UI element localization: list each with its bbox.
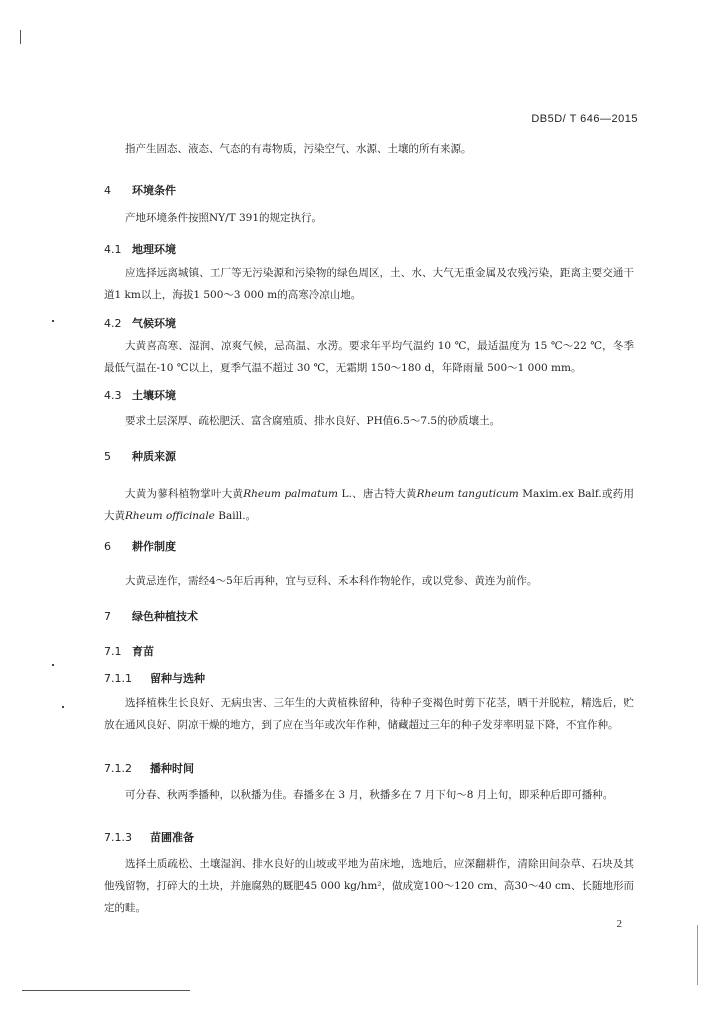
paragraph-environment-conditions: 产地环境条件按照NY/T 391的规定执行。: [125, 212, 323, 224]
paragraph-seed-selection: 选择植株生长良好、无病虫害、三年生的大黄植株留种，待种子变褐色时剪下花茎，晒干并脱粒，精选后，贮放在通风良好、阴凉干燥的地方，到了应在当年或次年作种，储藏超过三年的种子发芽率明显下降，不宜作种。: [104, 697, 634, 731]
section-heading-4-3: 4.3 土壤环境: [104, 389, 176, 402]
scan-edge-mark: [697, 925, 698, 985]
paragraph-geography: 应选择远离城镇、工厂等无污染源和污染物的绿色周区，土、水、大气无重金属及农残污染，距离主要交通干道1 km以上，海拔1 500～3 000 m的高寒冷凉山地。: [104, 267, 634, 301]
section-heading-7-1-3: 7.1.3 苗圃准备: [104, 831, 194, 844]
paragraph-climate: 大黄喜高寒、湿润、凉爽气候，忌高温、水涝。要求年平均气温约 10 ℃，最适温度为 15 ℃～22 ℃，冬季最低气温在-10 ℃以上，夏季气温不超过 30 ℃，无霜期 150～180 d，年降雨量 500～1 000 mm。: [104, 340, 634, 374]
page-number: 2: [616, 918, 622, 930]
section-heading-5: 5 种质来源: [104, 450, 176, 463]
scan-edge-mark: [20, 30, 21, 44]
paragraph-germplasm: 大黄为蓼科植物掌叶大黄Rheum palmatum L.、唐古特大黄Rheum tanguticum Maxim.ex Balf.或药用大黄Rheum officinale Baill.。: [104, 488, 634, 522]
section-heading-4: 4 环境条件: [104, 184, 176, 197]
section-heading-7: 7 绿色种植技术: [104, 610, 198, 623]
scan-edge-line: [22, 990, 190, 991]
scan-speck: [52, 320, 54, 322]
section-heading-7-1: 7.1 育苗: [104, 645, 154, 658]
paragraph-soil: 要求土层深厚、疏松肥沃、富含腐殖质、排水良好、PH值6.5～7.5的砂质壤土。: [125, 415, 501, 427]
section-heading-4-2: 4.2 气候环境: [104, 317, 176, 330]
section-heading-4-1: 4.1 地理环境: [104, 243, 176, 256]
paragraph-pollution-source: 指产生固态、液态、气态的有毒物质，污染空气、水源、土壤的所有来源。: [125, 143, 472, 155]
standard-code: DB5D/ T 646—2015: [531, 113, 638, 125]
scan-speck: [52, 664, 54, 666]
section-heading-7-1-2: 7.1.2 播种时间: [104, 762, 194, 775]
section-heading-6: 6 耕作制度: [104, 540, 176, 553]
paragraph-sowing-time: 可分春、秋两季播种，以秋播为佳。春播多在 3 月，秋播多在 7 月下旬～8 月上旬，即采种后即可播种。: [125, 789, 614, 801]
paragraph-nursery-preparation: 选择土质疏松、土壤湿润、排水良好的山坡或平地为苗床地，选地后，应深翻耕作，清除田间杂草、石块及其他残留物，打碎大的土块，并施腐熟的厩肥45 000 kg/hm²，做成宽100～120 cm、高30～40 cm、长随地形而定的畦。: [104, 858, 634, 914]
paragraph-tillage: 大黄忌连作，需经4～5年后再种，宜与豆科、禾本科作物轮作，或以党参、黄连为前作。: [125, 575, 538, 587]
section-heading-7-1-1: 7.1.1 留种与选种: [104, 672, 205, 685]
scan-speck: [62, 706, 64, 708]
